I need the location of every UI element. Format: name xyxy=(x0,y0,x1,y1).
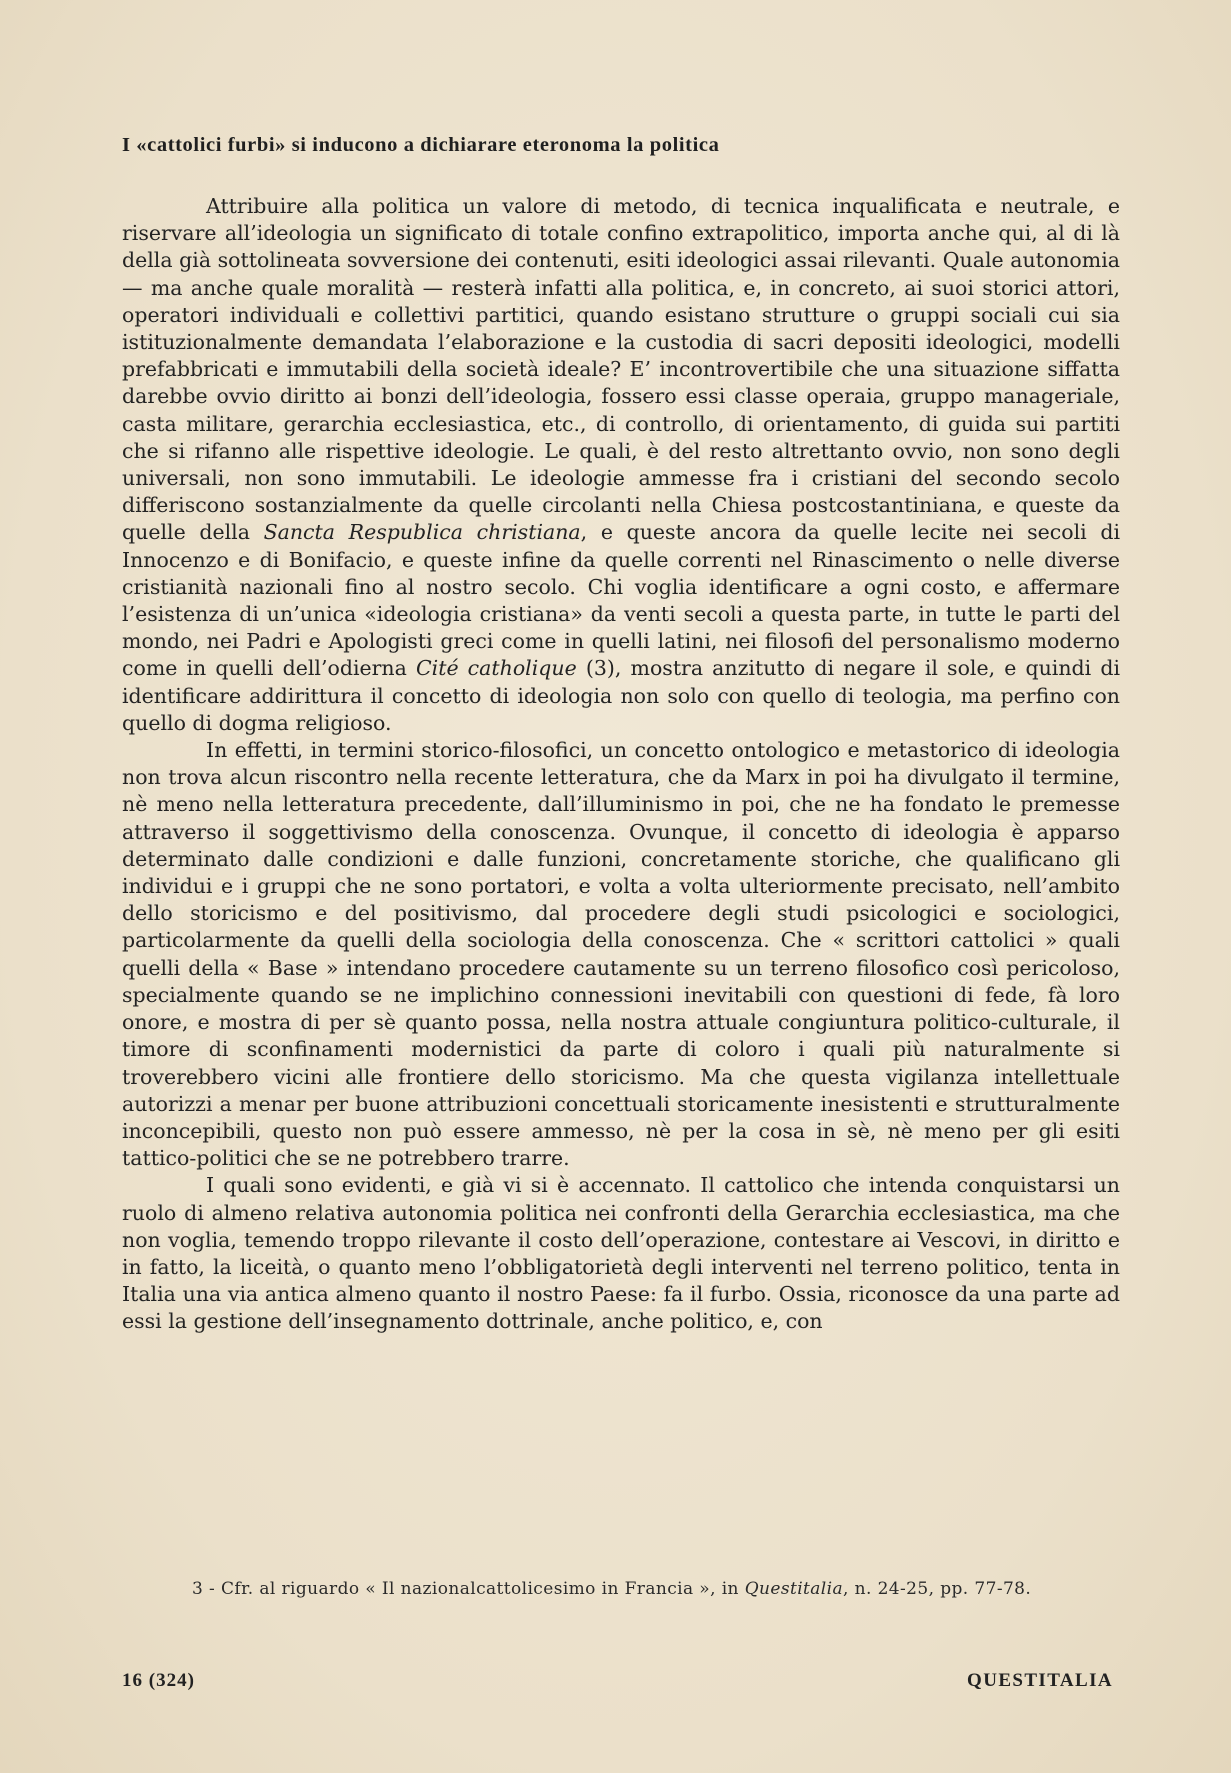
italic-title-cite-catholique: Cité catholique xyxy=(415,656,577,681)
section-heading: I «cattolici furbi» si inducono a dichiarare eteronoma la politica xyxy=(122,134,720,156)
paragraph-2: In effetti, in termini storico-filosofici, un concetto ontologico e metastorico di ideologia non trova alcun riscontro nella recente letteratura, che da Marx in poi ha divulgato il termine, nè meno nella letteratura precedente, dall’illuminismo in poi, che ne ha fondato le premesse attraverso il soggettivismo della conoscenza. Ovunque, il concetto di ideologia è apparso determinato dalle condizioni e dalle funzioni, concretamente storiche, che qualificano gli individui e i gruppi che ne sono portatori, e volta a volta ulteriormente precisato, nell’ambito dello storicismo e del positivismo, dal procedere degli studi psicologici e sociologici, particolarmente da quelli della sociologia della conoscenza. Che « scrittori cattolici » quali quelli della « Base » intendano procedere cautamente su un terreno filosofico così pericoloso, specialmente quando se ne implichino connessioni inevitabili con questioni di fede, fà loro onore, e mostra di per sè quanto possa, nella nostra attuale congiuntura politico-culturale, il timore di sconfinamenti modernistici da parte di coloro i quali più naturalmente si troverebbero vicini alle frontiere dello storicismo. Ma che questa vigilanza intellettuale autorizzi a menar per buone attribuzioni concettuali storicamente inesistenti e strutturalmente inconcepibili, questo non può essere ammesso, nè per la cosa in sè, nè meno per gli esiti tattico-politici che se ne potrebbero trarre. xyxy=(122,738,1120,1171)
paragraph-1-text-c: (3), mostra anzitutto di negare il sole, e quindi di identificare addirittura il concetto di ideologia non solo con quello di teologia, ma perfino con quello di dogma religioso. xyxy=(122,656,1121,735)
paragraph-1 xyxy=(122,193,1120,737)
running-footer-journal: QUESTITALIA xyxy=(967,1670,1113,1691)
paragraph-1-text-b: , e queste ancora da quelle lecite nei secoli di Innocenzo e di Bonifacio, e queste infine da quelle correnti nel Rinascimento o nelle diverse cristianità nazionali fino al nostro secolo. Chi voglia identificare a ogni costo, e affermare l’esistenza di un’unica «ideologia cristiana» da venti secoli a questa parte, in tutte le parti del mondo, nei Padri e Apologisti greci come in quelli latini, nei filosofi del personalismo moderno come in quelli dell’odierna xyxy=(122,520,1121,681)
paragraph-1-text-a: Attribuire alla politica un valore di metodo, di tecnica inqualificata e neutrale, e riservare all’ideologia un significato di totale confino extrapolitico, importa anche qui, al di là della già sottolineata sovversione dei contenuti, esiti ideologici assai rilevanti. Quale autonomia — ma anche quale moralità — resterà infatti alla politica, e, in concreto, ai suoi storici attori, operatori individuali e collettivi partitici, quando esistano strutture o gruppi sociali cui sia istituzionalmente demandata l’elaborazione e la custodia di sacri depositi ideologici, modelli prefabbricati e immutabili della società ideale? E’ incontrovertibile che una situazione siffatta darebbe ovvio diritto ai bonzi dell’ideologia, fossero essi classe operaia, gruppo manageriale, casta militare, gerarchia ecclesiastica, etc., di controllo, di orientamento, di guida sui partiti che si rifanno alle rispettive ideologie. Le quali, è del resto altrettanto ovvio, non sono degli universali, non sono immutabili. Le ideologie ammesse fra i cristiani del secondo secolo differiscono sostanzialmente da quelle circolanti nella Chiesa postcostantiniana, e queste da quelle della xyxy=(122,194,1120,545)
footnote-text-a: 3 - Cfr. al riguardo « Il nazionalcattolicesimo in Francia », in xyxy=(192,1579,745,1599)
footnote-text-b: , n. 24-25, pp. 77-78. xyxy=(843,1579,1032,1599)
footnote-journal-title: Questitalia xyxy=(744,1579,844,1599)
paragraph-3: I quali sono evidenti, e già vi si è accennato. Il cattolico che intenda conquistarsi un ruolo di almeno relativa autonomia politica nei confronti della Gerarchia ecclesiastica, ma che non voglia, temendo troppo rilevante il costo dell’operazione, contestare ai Vescovi, in diritto e in fatto, la liceità, o quanto meno l’obbligatorietà degli interventi nel terreno politico, tenta in Italia una via antica almeno quanto il nostro Paese: fa il furbo. Ossia, riconosce da una parte ad essi la gestione dell’insegnamento dottrinale, anche politico, e, con xyxy=(122,1173,1120,1334)
page-number: 16 (324) xyxy=(122,1670,195,1691)
italic-title-sancta-respublica: Sancta Respublica christiana xyxy=(263,520,581,545)
article-body xyxy=(122,193,1120,1336)
footnote xyxy=(122,1578,1120,1600)
